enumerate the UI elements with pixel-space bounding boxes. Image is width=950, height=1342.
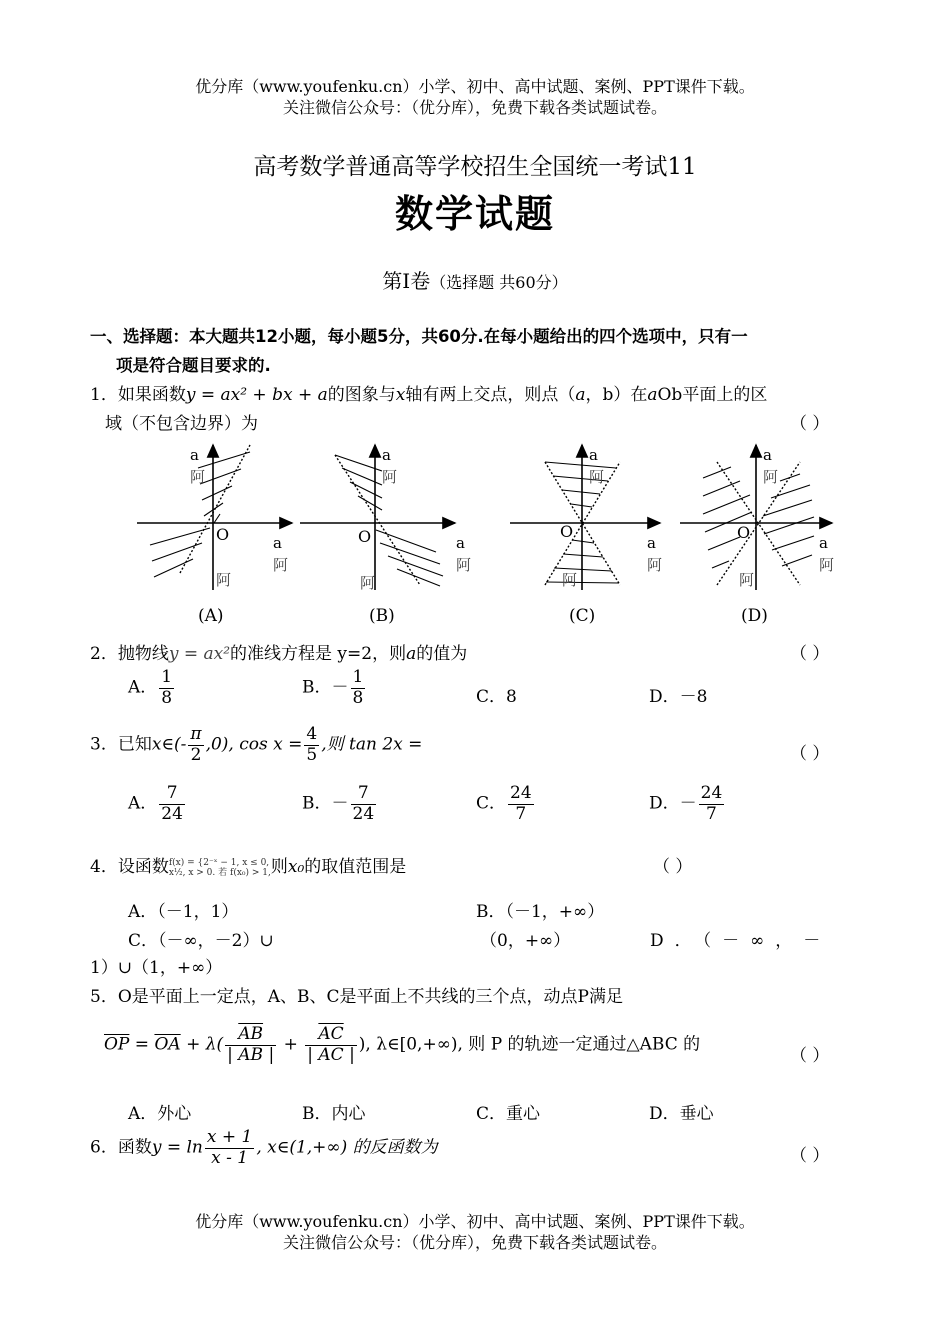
q6-number: 6．函数 [90,1137,152,1158]
q4-option-a[interactable]: A．（－1，1） [128,902,239,922]
graph-b-x-label: a [456,534,465,552]
header-line-2: 关注微信公众号：（优分库），免费下载各类试题试卷。 [282,98,667,117]
question-3 [90,725,422,765]
q3-option-b-frac [351,784,377,824]
q6-y: y = ln [151,1137,203,1158]
q1-text-a: 的图象与 [327,385,396,405]
q4-piecewise-line-1: f(x) = {2⁻ˣ − 1, x ≤ 0, [168,857,270,868]
graph-b[interactable] [300,445,471,592]
q2-option-b-label: B．－ [302,677,349,698]
q3-part-3: ,则 tan 2x = [321,734,423,755]
question-6 [90,1128,438,1168]
graph-c-axis-sub: 阿 [589,468,605,486]
q3-answer-blank[interactable]: （ ） [790,744,830,764]
q6-answer-blank[interactable]: （ ） [790,1146,830,1166]
q3-option-a-frac [159,784,185,824]
graph-d-bottom-sub: 阿 [739,571,755,589]
q2-option-a-den: 8 [161,687,173,708]
q5-frac-ac [305,1025,357,1065]
q2-a: a [406,644,417,664]
graph-d-axis-sub: 阿 [763,468,779,486]
q2-option-b-frac [351,668,366,708]
q1-formula: y = ax² + bx + a [185,385,328,405]
q3-option-c-label: C． [476,793,507,814]
graph-c[interactable] [510,445,662,590]
q3-part-1: x∈(- [151,734,187,755]
question-1-line-1 [90,380,767,405]
volume-title [0,265,950,294]
graph-b-origin: O [358,527,372,546]
header-line-1: 优分库（www.youfenku.cn）小学、初中、高中试题、案例、PPT课件下载。 [195,77,755,96]
q3-part-2: ,0), cos x = [205,734,303,755]
q5-vector-ac: $\overline{AC}$ [305,1025,357,1046]
q1-aob-a: a [647,385,658,405]
q3-five: 5 [306,744,318,765]
q2-formula: y = ax² [168,644,231,664]
graph-a-origin: O [216,525,230,544]
q2-answer-blank[interactable]: （ ） [790,644,830,664]
q1-text-c: Ob平面上的区 [657,385,768,405]
q1-text-b: 轴有两上交点，则点（ [405,385,576,405]
q3-option-b[interactable] [302,784,378,824]
graph-a[interactable] [137,445,292,590]
q1-option-a[interactable]: (A) [198,606,224,626]
q1-x: x [395,385,406,405]
q2-option-a-frac [159,668,174,708]
q5-plus: + λ( [180,1034,224,1055]
graph-d-x-sub: 阿 [819,556,835,574]
q3-option-d-label: D．－ [649,793,697,814]
volume-note: （选择题 共60分） [430,273,568,292]
graph-b-bottom-sub: 阿 [360,574,376,592]
q4-option-c-cont: （0，+∞） [480,931,571,951]
q2-option-d[interactable]: D．－8 [649,687,708,707]
q5-option-d[interactable]: D．垂心 [649,1104,714,1124]
section-heading-line-2: 项是符合题目要求的. [116,356,271,375]
q3-option-b-label: B．－ [302,793,349,814]
question-2 [90,639,467,664]
q3-cos-frac [304,725,319,765]
question-5-line-1: 5．O是平面上一定点，A、B、C是平面上不共线的三个点，动点P满足 [90,987,623,1007]
q2-option-b-num: 1 [352,667,364,687]
q6-tail: , x∈(1,+∞) 的反函数为 [256,1137,438,1158]
q3-option-a-den: 24 [161,803,183,824]
graph-a-x-sub: 阿 [273,556,289,574]
q2-option-c[interactable]: C．8 [476,687,517,707]
q1-number: 1．如果函数 [90,385,186,405]
q4-option-b[interactable]: B．（－1，+∞） [476,902,605,922]
graph-b-axis-sub: 阿 [382,468,398,486]
q1-comma: ，b）在 [585,385,648,405]
graph-c-x-label: a [647,534,656,552]
q6-frac-num: x + 1 [206,1127,253,1147]
q5-plus2: + [278,1034,304,1055]
graph-a-axis-sub: 阿 [190,468,206,486]
q3-two: 2 [190,744,202,765]
q5-vector-ab: $\overline{AB}$ [225,1025,276,1046]
graph-d-axis-label: a [763,446,772,464]
question-4 [90,852,406,878]
q3-option-b-num: 7 [351,784,377,805]
graph-d[interactable] [680,445,834,590]
q2-option-a[interactable] [128,668,176,708]
exam-subtitle: 高考数学普通高等学校招生全国统一考试11 [253,154,697,180]
q3-option-d-num: 24 [700,783,723,803]
q5-option-b[interactable]: B．内心 [302,1104,366,1124]
q4-x0: x₀ [287,857,305,877]
q4-option-d[interactable]: D．（－∞，－ [650,931,832,951]
q2-option-b-den: 8 [352,687,364,708]
q4-text: 则 [270,857,288,877]
q2-text: 的准线方程是 y=2，则 [230,644,407,664]
q2-option-b[interactable] [302,668,367,708]
graph-c-bottom-sub: 阿 [562,571,578,589]
q6-frac [205,1128,254,1168]
q4-text2: 的取值范围是 [304,857,407,877]
question-5-formula [104,1025,700,1065]
q3-option-d-den: 7 [706,803,717,824]
q5-tail: ), λ∈[0,+∞), 则 P 的轨迹一定通过△ABC 的 [358,1034,701,1055]
q5-option-c[interactable]: C．重心 [476,1104,541,1124]
footer-line-2: 关注微信公众号：（优分库），免费下载各类试题试卷。 [282,1233,667,1252]
q2-option-a-label: A． [128,677,158,698]
q3-option-d[interactable] [649,784,726,824]
q3-option-a-label: A． [128,793,158,814]
q5-eq: = [129,1034,155,1055]
q5-frac-ab [225,1025,276,1065]
graph-a-axis-label: a [190,446,199,464]
graph-b-x-sub: 阿 [456,556,472,574]
q2-text2: 的值为 [416,644,468,664]
q1-option-c[interactable]: (C) [569,606,596,626]
footer-line-1: 优分库（www.youfenku.cn）小学、初中、高中试题、案例、PPT课件下载。 [195,1212,755,1231]
graph-d-origin: O [737,523,751,542]
q3-option-d-frac [699,784,725,824]
q5-vector-op: $\overline{OP}$ [104,1034,130,1055]
q5-norm-ac: | AC | [307,1044,355,1065]
q3-option-c-frac [508,784,534,824]
q3-option-c[interactable] [476,784,536,824]
q3-option-a[interactable] [128,784,187,824]
volume-label: 第Ⅰ卷 [382,269,431,293]
q1-option-d[interactable]: (D) [741,606,768,626]
q2-option-a-num: 1 [161,667,173,687]
graph-b-axis-label: a [382,446,391,464]
graph-c-axis-label: a [589,446,598,464]
q5-norm-ab: | AB | [227,1044,275,1065]
q4-answer-blank[interactable]: （ ） [653,857,693,877]
q1-a: a [575,385,586,405]
q5-option-a[interactable]: A．外心 [128,1104,192,1124]
q3-option-b-den: 24 [352,803,375,824]
exam-title: 数学试题 [394,192,555,236]
q3-option-a-num: 7 [159,784,185,805]
q4-number: 4．设函数 [90,857,169,877]
graph-c-origin: O [560,522,574,541]
q4-piecewise [169,858,271,878]
q6-frac-den: x - 1 [211,1147,249,1168]
q3-option-c-num: 24 [510,783,532,803]
q2-number: 2．抛物线 [90,644,169,664]
q3-pi: π [190,724,202,744]
graph-d-x-label: a [819,534,828,552]
q3-option-c-den: 7 [515,803,527,824]
q4-option-c[interactable]: C．（－∞，－2）∪ [128,931,274,951]
q5-vector-oa: $\overline{OA}$ [154,1034,181,1055]
question-1-line-2: 域（不包含边界）为 [105,414,258,434]
section-heading-line-1: 一、选择题：本大题共12小题，每小题5分，共60分.在每小题给出的四个选项中，只有一 [90,327,748,346]
q4-piecewise-line-2: x½, x > 0. 若 f(x₀) > 1, [168,867,271,878]
q3-number: 3．已知 [90,734,152,755]
q4-option-d-cont: 1）∪（1，+∞） [90,958,223,978]
q5-answer-blank[interactable]: （ ） [790,1046,830,1066]
graph-a-bottom-sub: 阿 [216,571,232,589]
q3-four: 4 [306,724,318,744]
q1-option-b[interactable]: (B) [369,606,395,626]
graph-c-x-sub: 阿 [647,556,663,574]
q1-answer-blank[interactable]: （ ） [790,414,830,434]
graph-a-x-label: a [273,534,282,552]
q3-pi-frac [188,725,203,765]
